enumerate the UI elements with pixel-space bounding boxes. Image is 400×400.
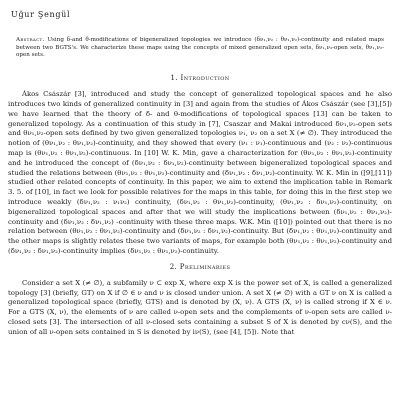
abstract-text: Using δ-and θ-modifications of bigeneralized topologies we introduce (δν₁,ν₂ : θν₁,ν₂)-continuity and related maps between two BGTS's. We characterize these maps using the concepts of mixed generalized open sets, δν₁,ν₂-open sets, θν₁,ν₂-open sets. [16,37,384,59]
section-title-preliminaries: 2. Preliminaries [169,262,231,271]
author-header: Uğur Şengül [11,10,71,19]
preliminaries-paragraph: Consider a set X (≠ ∅), a subfamily ν ⊂ exp X, where exp X is the power set of X, is called a generalized topology [3] (briefly, GT) on X if ∅ ∈ ν and ν is closed under union. A set X (≠ ∅) with a GT ν on X is called a generalized topological space (briefly, GTS) and is denoted by (X, ν). A GTS (X, ν) is called strong if X ∈ ν. For a GTS (X, ν), the elements of ν are called ν-open sets and the complements of ν-open sets are called ν-closed sets [3]. The intersection of all ν-closed sets containing a subset S of X is denoted by cν(S), and the union of all ν-open sets contained in S is denoted by iν(S), (see [4], [5]). Note that [8,278,392,336]
section-title-introduction: 1. Introduction [170,74,230,83]
abstract [16,37,384,60]
abstract-label: Abstract. [16,37,45,43]
introduction-paragraph: Ákos Császár [3], introduced and study the concept of generalized topological spaces and he also introduces two kinds of generalized continuity in [3] and again from the studies of Ákos Császár (see [3],[5]) we have learned that the theory of δ- and θ-modifications of topological spaces [13] can be taken to generalized topology. As a continuation of this study in [7], Csaszar and Makai introduced δν₁,ν₂-open sets and θν₁,ν₂-open sets defined by two given generalized topologies ν₁, ν₂ on a set X (≠ ∅). They introduced the notion of (θν₁,ν₂ : θν₁,ν₂)-continuity, and they showed that every (ν₁ : ν₁)-continuous and (ν₂ : ν₂)-continuous map is (θν₁,ν₂ : θν₁,ν₂)-continuous. In [10] W. K. Min, gave a characterization for (θν₁,ν₂ : θν₁,ν₂)-continuity and he introduced the concept of (δν₁,ν₂ : δν₁,ν₂)-continuity between bigeneralized topological spaces and studied the relations between (θν₁,ν₂ : θν₁,ν₂)-continuity and (δν₁,ν₂ : δν₁,ν₂)-continuity. W. K. Min in ([9],[11]) studied other related concepts of continuity. In this paper, we aim to extend the implication table in Remark 3. 5. of [10], in fact we look for possible relatives for the maps in this table, for doing this in the first step we introduce weakly (δν₁,ν₂ : ν₁ν₂) continuity, (δν₁,ν₂ : θν₁,ν₂)-continuity, (θν₁,ν₂ : δν₁,ν₂)-continuity, on bigeneralized topological spaces and after that we will study the implications between (δν₁,ν₂ : θν₁,ν₂)-continuity and (δν₁,ν₂ : δν₁,ν₂) -continuity with these three maps. W.K. Min ([10]) pointed out that there is no relation between (θν₁,ν₂ : θν₁,ν₂)-continuity and (δν₁,ν₂ : δν₁,ν₂)-continuity. But (δν₁,ν₂ : θν₁,ν₂)-continuity and the other maps is slightly relates these two variants of maps, for example both (θν₁,ν₂ : θν₁,ν₂)-continuity and (δν₁,ν₂ : δν₁,ν₂)-continuity implies (δν₁,ν₂ : θν₁,ν₂)-continuity. [8,90,392,255]
